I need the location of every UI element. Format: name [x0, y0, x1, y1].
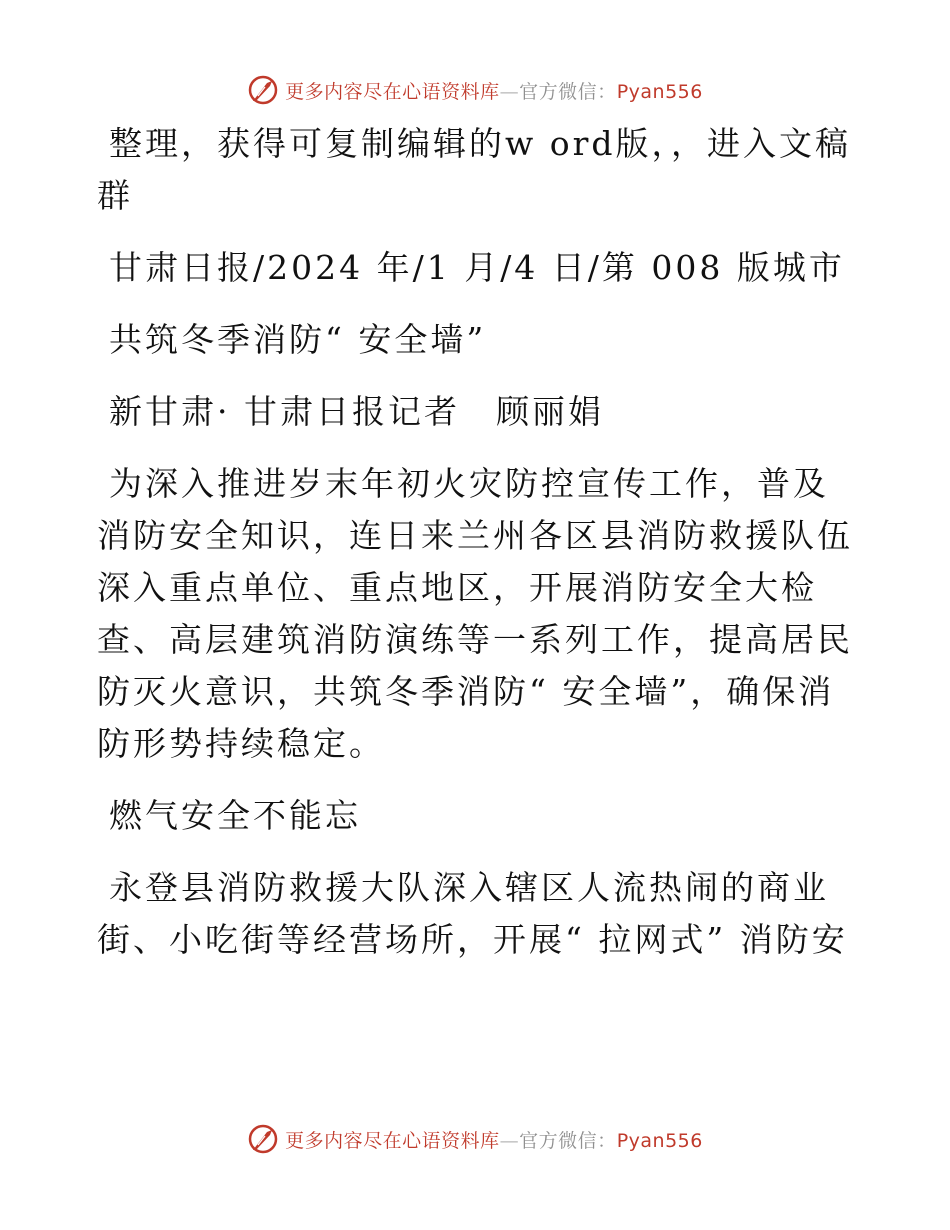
banner-wechat-id: Pyan556 [616, 80, 703, 103]
article-headline: 共筑冬季消防“ 安全墙” [109, 320, 487, 359]
body-paragraph-1: 为深入推进岁末年初火灾防控宣传工作，普及消防安全知识，连日来兰州各区县消防救援队伍深入重点单位、重点地区，开展消防安全大检查、高层建筑消防演练等一系列工作，提高居民防灭火意识，共筑冬季消防“ 安全墙”，确保消防形势持续稳定。 [97, 464, 853, 763]
quill-pen-logo-icon [247, 74, 279, 106]
article-byline: 新甘肃· 甘肃日报记者 顾丽娟 [109, 392, 604, 431]
banner-separator: — [499, 1129, 520, 1152]
banner-text [285, 77, 703, 104]
banner-brand: 更多内容尽在心语资料库 [285, 80, 500, 103]
source-line: 甘肃日报/2024 年/1 月/4 日/第 008 版城市 [109, 248, 845, 287]
quill-pen-logo-icon [247, 1123, 279, 1155]
banner-separator: — [499, 80, 520, 103]
banner-wechat-label: 官方微信： [519, 80, 617, 103]
banner-brand: 更多内容尽在心语资料库 [285, 1129, 500, 1152]
intro-text: 整理，获得可复制编辑的w ord版，，进入文稿群 [97, 124, 852, 215]
section-subheading: 燃气安全不能忘 [109, 796, 361, 835]
banner-wechat-id: Pyan556 [616, 1129, 703, 1152]
banner-text [285, 1126, 703, 1153]
header-banner [0, 72, 950, 108]
document-body [97, 118, 857, 986]
body-paragraph-2: 永登县消防救援大队深入辖区人流热闹的商业街、小吃街等经营场所，开展“ 拉网式” 消防安 [97, 868, 848, 959]
banner-wechat-label: 官方微信： [519, 1129, 617, 1152]
footer-banner [0, 1121, 950, 1157]
